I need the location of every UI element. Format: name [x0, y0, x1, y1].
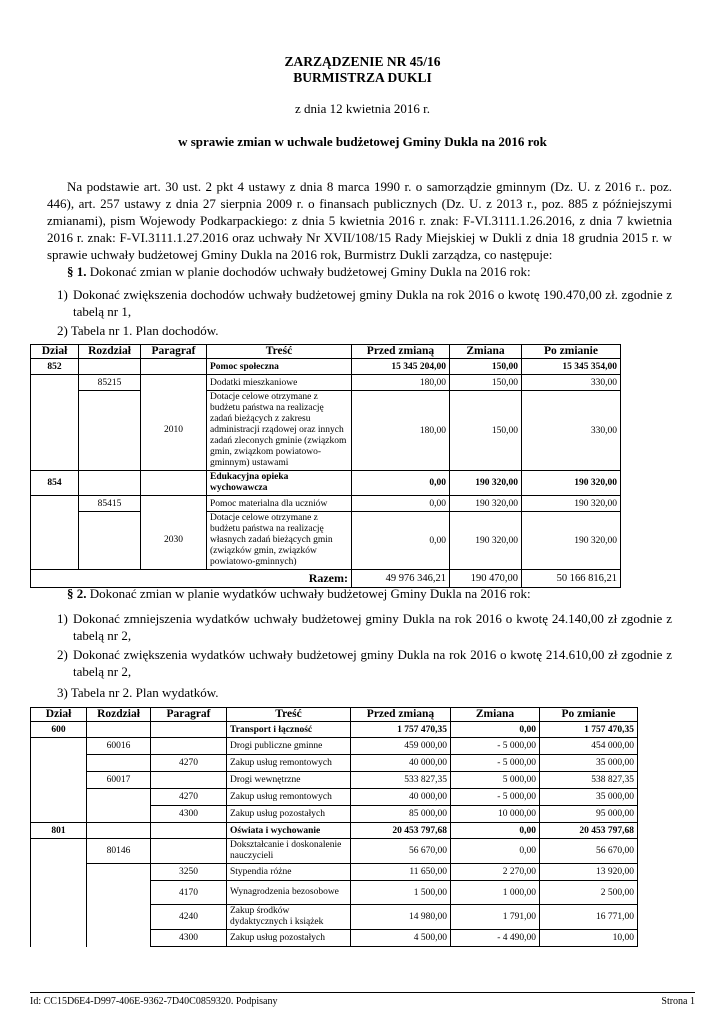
cell-zmiana: - 5 000,00 [451, 755, 540, 772]
header-dzial: Dział [31, 708, 87, 722]
header-tresc: Treść [207, 345, 352, 359]
cell-zmiana: 1 791,00 [451, 905, 540, 930]
cell-paragraf [141, 375, 207, 391]
footer-page-number: Strona 1 [661, 996, 695, 1007]
cell-po: 35 000,00 [540, 789, 638, 806]
header-rozdzial: Rozdział [87, 708, 151, 722]
cell-tresc: Zakup usług remontowych [227, 755, 351, 772]
table-row [31, 471, 621, 496]
cell-zmiana: 190 320,00 [450, 496, 522, 512]
cell-przed: 533 827,35 [351, 772, 451, 789]
cell-rozdzial: 60016 [87, 738, 151, 755]
cell-paragraf [151, 839, 227, 864]
cell-po: 13 920,00 [540, 864, 638, 881]
cell-po: 16 771,00 [540, 905, 638, 930]
cell-tresc: Zakup usług pozostałych [227, 930, 351, 947]
cell-dzial [31, 496, 79, 512]
table-row [31, 375, 621, 391]
cell-rozdzial [79, 512, 141, 570]
cell-po: 95 000,00 [540, 806, 638, 823]
cell-paragraf: 4270 [151, 789, 227, 806]
cell-dzial: 854 [31, 471, 79, 496]
cell-paragraf: 2030 [141, 512, 207, 570]
table-row [31, 738, 638, 755]
cell-paragraf [141, 359, 207, 375]
cell-tresc: Zakup środków dydaktycznych i książek [227, 905, 351, 930]
cell-tresc: Zakup usług pozostałych [227, 806, 351, 823]
cell-paragraf: 4300 [151, 930, 227, 947]
cell-tresc: Edukacyjna opieka wychowawcza [207, 471, 352, 496]
cell-przed: 1 757 470,35 [351, 722, 451, 738]
cell-przed: 1 500,00 [351, 881, 451, 905]
cell-rozdzial [87, 881, 151, 905]
section-2-item-2-number: 2) [57, 647, 68, 662]
cell-tresc: Dokształcanie i doskonalenie nauczycieli [227, 839, 351, 864]
cell-rozdzial [87, 722, 151, 738]
table-row [31, 496, 621, 512]
cell-po: 190 320,00 [522, 496, 621, 512]
table-row [31, 755, 638, 772]
document-title-line2: BURMISTRZA DUKLI [293, 70, 432, 85]
cell-dzial [31, 772, 87, 789]
section-2-item-2 [57, 646, 672, 680]
total-label: Razem: [31, 570, 352, 588]
cell-przed: 56 670,00 [351, 839, 451, 864]
section-1-item-1-text: Dokonać zwiększenia dochodów uchwały budżetowej gminy Dukla na rok 2016 o kwotę 190.470,00 zł. zgodnie z tabelą nr 1, [73, 287, 672, 319]
cell-dzial: 852 [31, 359, 79, 375]
cell-po: 15 345 354,00 [522, 359, 621, 375]
cell-paragraf [151, 738, 227, 755]
total-zmiana: 190 470,00 [450, 570, 522, 588]
cell-zmiana: 1 000,00 [451, 881, 540, 905]
cell-zmiana: 0,00 [451, 839, 540, 864]
cell-rozdzial [87, 789, 151, 806]
cell-zmiana: 150,00 [450, 375, 522, 391]
cell-dzial [31, 375, 79, 391]
cell-paragraf [141, 471, 207, 496]
header-dzial: Dział [31, 345, 79, 359]
section-1-text: Dokonać zmian w planie dochodów uchwały budżetowej Gminy Dukla na 2016 rok: [86, 264, 531, 279]
cell-po: 20 453 797,68 [540, 823, 638, 839]
cell-rozdzial [87, 755, 151, 772]
table-row [31, 930, 638, 947]
cell-przed: 15 345 204,00 [352, 359, 450, 375]
document-title-line1: ZARZĄDZENIE NR 45/16 [284, 54, 441, 69]
cell-tresc: Drogi wewnętrzne [227, 772, 351, 789]
cell-rozdzial [79, 391, 141, 471]
cell-przed: 20 453 797,68 [351, 823, 451, 839]
cell-zmiana: 2 270,00 [451, 864, 540, 881]
cell-przed: 40 000,00 [351, 755, 451, 772]
cell-tresc: Dotacje celowe otrzymane z budżetu państwa na realizację własnych zadań bieżących gmin (związków gmin, związków powiatowo-gminnych) [207, 512, 352, 570]
cell-przed: 459 000,00 [351, 738, 451, 755]
cell-przed: 4 500,00 [351, 930, 451, 947]
cell-tresc: Transport i łączność [227, 722, 351, 738]
income-table [30, 344, 621, 588]
cell-rozdzial: 85415 [79, 496, 141, 512]
footer-divider [30, 992, 695, 993]
section-2-item-1-text: Dokonać zmniejszenia wydatków uchwały budżetowej gminy Dukla na rok 2016 o kwotę 24.140,00 zł zgodnie z tabelą nr 2, [73, 611, 672, 643]
cell-po: 538 827,35 [540, 772, 638, 789]
cell-po: 190 320,00 [522, 512, 621, 570]
table-row [31, 806, 638, 823]
cell-tresc: Dodatki mieszkaniowe [207, 375, 352, 391]
cell-dzial [31, 391, 79, 471]
table-header-row [31, 708, 638, 722]
cell-zmiana: 5 000,00 [451, 772, 540, 789]
cell-dzial [31, 512, 79, 570]
cell-paragraf: 4300 [151, 806, 227, 823]
cell-paragraf: 2010 [141, 391, 207, 471]
cell-zmiana: 150,00 [450, 391, 522, 471]
cell-przed: 0,00 [352, 512, 450, 570]
cell-dzial [31, 738, 87, 755]
cell-tresc: Oświata i wychowanie [227, 823, 351, 839]
table-row [31, 839, 638, 864]
section-2-item-1 [57, 610, 672, 644]
document-date: z dnia 12 kwietnia 2016 r. [294, 101, 431, 116]
table-row [31, 864, 638, 881]
cell-po: 190 320,00 [522, 471, 621, 496]
cell-dzial [31, 789, 87, 806]
cell-rozdzial: 80146 [87, 839, 151, 864]
table-row [31, 905, 638, 930]
cell-paragraf: 4270 [151, 755, 227, 772]
cell-zmiana: 0,00 [451, 722, 540, 738]
cell-po: 2 500,00 [540, 881, 638, 905]
header-tresc: Treść [227, 708, 351, 722]
section-2-item-3: 3) Tabela nr 2. Plan wydatków. [57, 685, 219, 700]
cell-rozdzial [87, 864, 151, 881]
cell-zmiana: - 5 000,00 [451, 789, 540, 806]
cell-dzial [31, 881, 87, 905]
section-2-label: § 2. [67, 586, 87, 601]
cell-paragraf: 4240 [151, 905, 227, 930]
footer-document-id: Id: CC15D6E4-D997-406E-9362-7D40C0859320. Podpisany [30, 996, 278, 1007]
header-zmiana: Zmiana [450, 345, 522, 359]
cell-po: 56 670,00 [540, 839, 638, 864]
header-paragraf: Paragraf [141, 345, 207, 359]
cell-zmiana: 10 000,00 [451, 806, 540, 823]
cell-dzial [31, 864, 87, 881]
cell-dzial [31, 806, 87, 823]
header-przed-zmiana: Przed zmianą [352, 345, 450, 359]
cell-zmiana: - 5 000,00 [451, 738, 540, 755]
cell-tresc: Dotacje celowe otrzymane z budżetu państwa na realizację zadań bieżących z zakresu administracji rządowej oraz innych zadań zleconych gminie (związkom gmin, związkom powiatowo-gminnym) ustawami [207, 391, 352, 471]
cell-dzial: 600 [31, 722, 87, 738]
cell-rozdzial [87, 930, 151, 947]
cell-tresc: Pomoc materialna dla uczniów [207, 496, 352, 512]
cell-przed: 11 650,00 [351, 864, 451, 881]
cell-paragraf: 4170 [151, 881, 227, 905]
cell-zmiana: 0,00 [451, 823, 540, 839]
cell-rozdzial [87, 806, 151, 823]
cell-tresc: Pomoc społeczna [207, 359, 352, 375]
table-header-row [31, 345, 621, 359]
cell-paragraf: 3250 [151, 864, 227, 881]
section-2-item-1-number: 1) [57, 611, 68, 626]
cell-dzial [31, 755, 87, 772]
cell-dzial: 801 [31, 823, 87, 839]
section-2-text: Dokonać zmian w planie wydatków uchwały budżetowej Gminy Dukla na 2016 rok: [86, 586, 531, 601]
cell-po: 35 000,00 [540, 755, 638, 772]
cell-przed: 40 000,00 [351, 789, 451, 806]
table-row [31, 391, 621, 471]
table-row [31, 722, 638, 738]
cell-rozdzial: 60017 [87, 772, 151, 789]
table-row [31, 789, 638, 806]
cell-przed: 0,00 [352, 496, 450, 512]
header-zmiana: Zmiana [451, 708, 540, 722]
section-2-heading [67, 585, 531, 602]
cell-rozdzial [79, 471, 141, 496]
cell-tresc: Drogi publiczne gminne [227, 738, 351, 755]
cell-zmiana: 150,00 [450, 359, 522, 375]
table-row [31, 881, 638, 905]
cell-po: 330,00 [522, 391, 621, 471]
section-1-item-1 [57, 286, 672, 320]
table-row [31, 512, 621, 570]
total-po: 50 166 816,21 [522, 570, 621, 588]
table-row [31, 823, 638, 839]
cell-przed: 180,00 [352, 375, 450, 391]
header-rozdzial: Rozdział [79, 345, 141, 359]
cell-dzial [31, 905, 87, 930]
section-1-label: § 1. [67, 264, 87, 279]
preamble-paragraph: Na podstawie art. 30 ust. 2 pkt 4 ustawy z dnia 8 marca 1990 r. o samorządzie gminnym (Dz. U. z 2016 r.. poz. 446), art. 257 ustawy z dnia 27 sierpnia 2009 r. o finansach publicznych (Dz. U. z 2013 r., poz. 885 z późniejszymi zmianami), pism Wojewody Podkarpackiego: z dnia 5 kwietnia 2016 r. znak: F-VI.3111.1.26.2016, z dnia 7 kwietnia 2016 r. znak: F-VI.3111.1.27.2016 oraz uchwały Nr XVII/108/15 Rady Miejskiej w Dukli z dnia 18 grudnia 2015 r. w sprawie uchwały budżetowej Gminy Dukla na 2016 rok, Burmistrz Dukli zarządza, co następuje: [47, 179, 672, 262]
section-2-item-2-text: Dokonać zwiększenia wydatków uchwały budżetowej gminy Dukla na rok 2016 o kwotę 214.610,00 zł zgodnie z tabelą nr 2, [73, 647, 672, 679]
cell-paragraf [151, 722, 227, 738]
cell-przed: 0,00 [352, 471, 450, 496]
cell-przed: 180,00 [352, 391, 450, 471]
cell-zmiana: 190 320,00 [450, 471, 522, 496]
cell-przed: 85 000,00 [351, 806, 451, 823]
cell-po: 330,00 [522, 375, 621, 391]
cell-po: 1 757 470,35 [540, 722, 638, 738]
total-przed: 49 976 346,21 [352, 570, 450, 588]
document-subject: w sprawie zmian w uchwale budżetowej Gminy Dukla na 2016 rok [178, 134, 547, 149]
cell-przed: 14 980,00 [351, 905, 451, 930]
cell-rozdzial [87, 905, 151, 930]
cell-zmiana: 190 320,00 [450, 512, 522, 570]
cell-tresc: Stypendia różne [227, 864, 351, 881]
cell-rozdzial [79, 359, 141, 375]
cell-po: 454 000,00 [540, 738, 638, 755]
table-row [31, 772, 638, 789]
cell-tresc: Wynagrodzenia bezosobowe [227, 881, 351, 905]
cell-zmiana: - 4 490,00 [451, 930, 540, 947]
header-przed-zmiana: Przed zmianą [351, 708, 451, 722]
header-po-zmianie: Po zmianie [540, 708, 638, 722]
header-po-zmianie: Po zmianie [522, 345, 621, 359]
cell-po: 10,00 [540, 930, 638, 947]
cell-tresc: Zakup usług remontowych [227, 789, 351, 806]
cell-dzial [31, 839, 87, 864]
expense-table [30, 707, 638, 947]
section-1-item-1-number: 1) [57, 287, 68, 302]
cell-rozdzial: 85215 [79, 375, 141, 391]
header-paragraf: Paragraf [151, 708, 227, 722]
cell-rozdzial [87, 823, 151, 839]
cell-paragraf [151, 823, 227, 839]
cell-paragraf [151, 772, 227, 789]
table-row [31, 359, 621, 375]
cell-paragraf [141, 496, 207, 512]
section-1-item-2: 2) Tabela nr 1. Plan dochodów. [57, 323, 219, 338]
section-1-heading [67, 263, 531, 280]
cell-dzial [31, 930, 87, 947]
